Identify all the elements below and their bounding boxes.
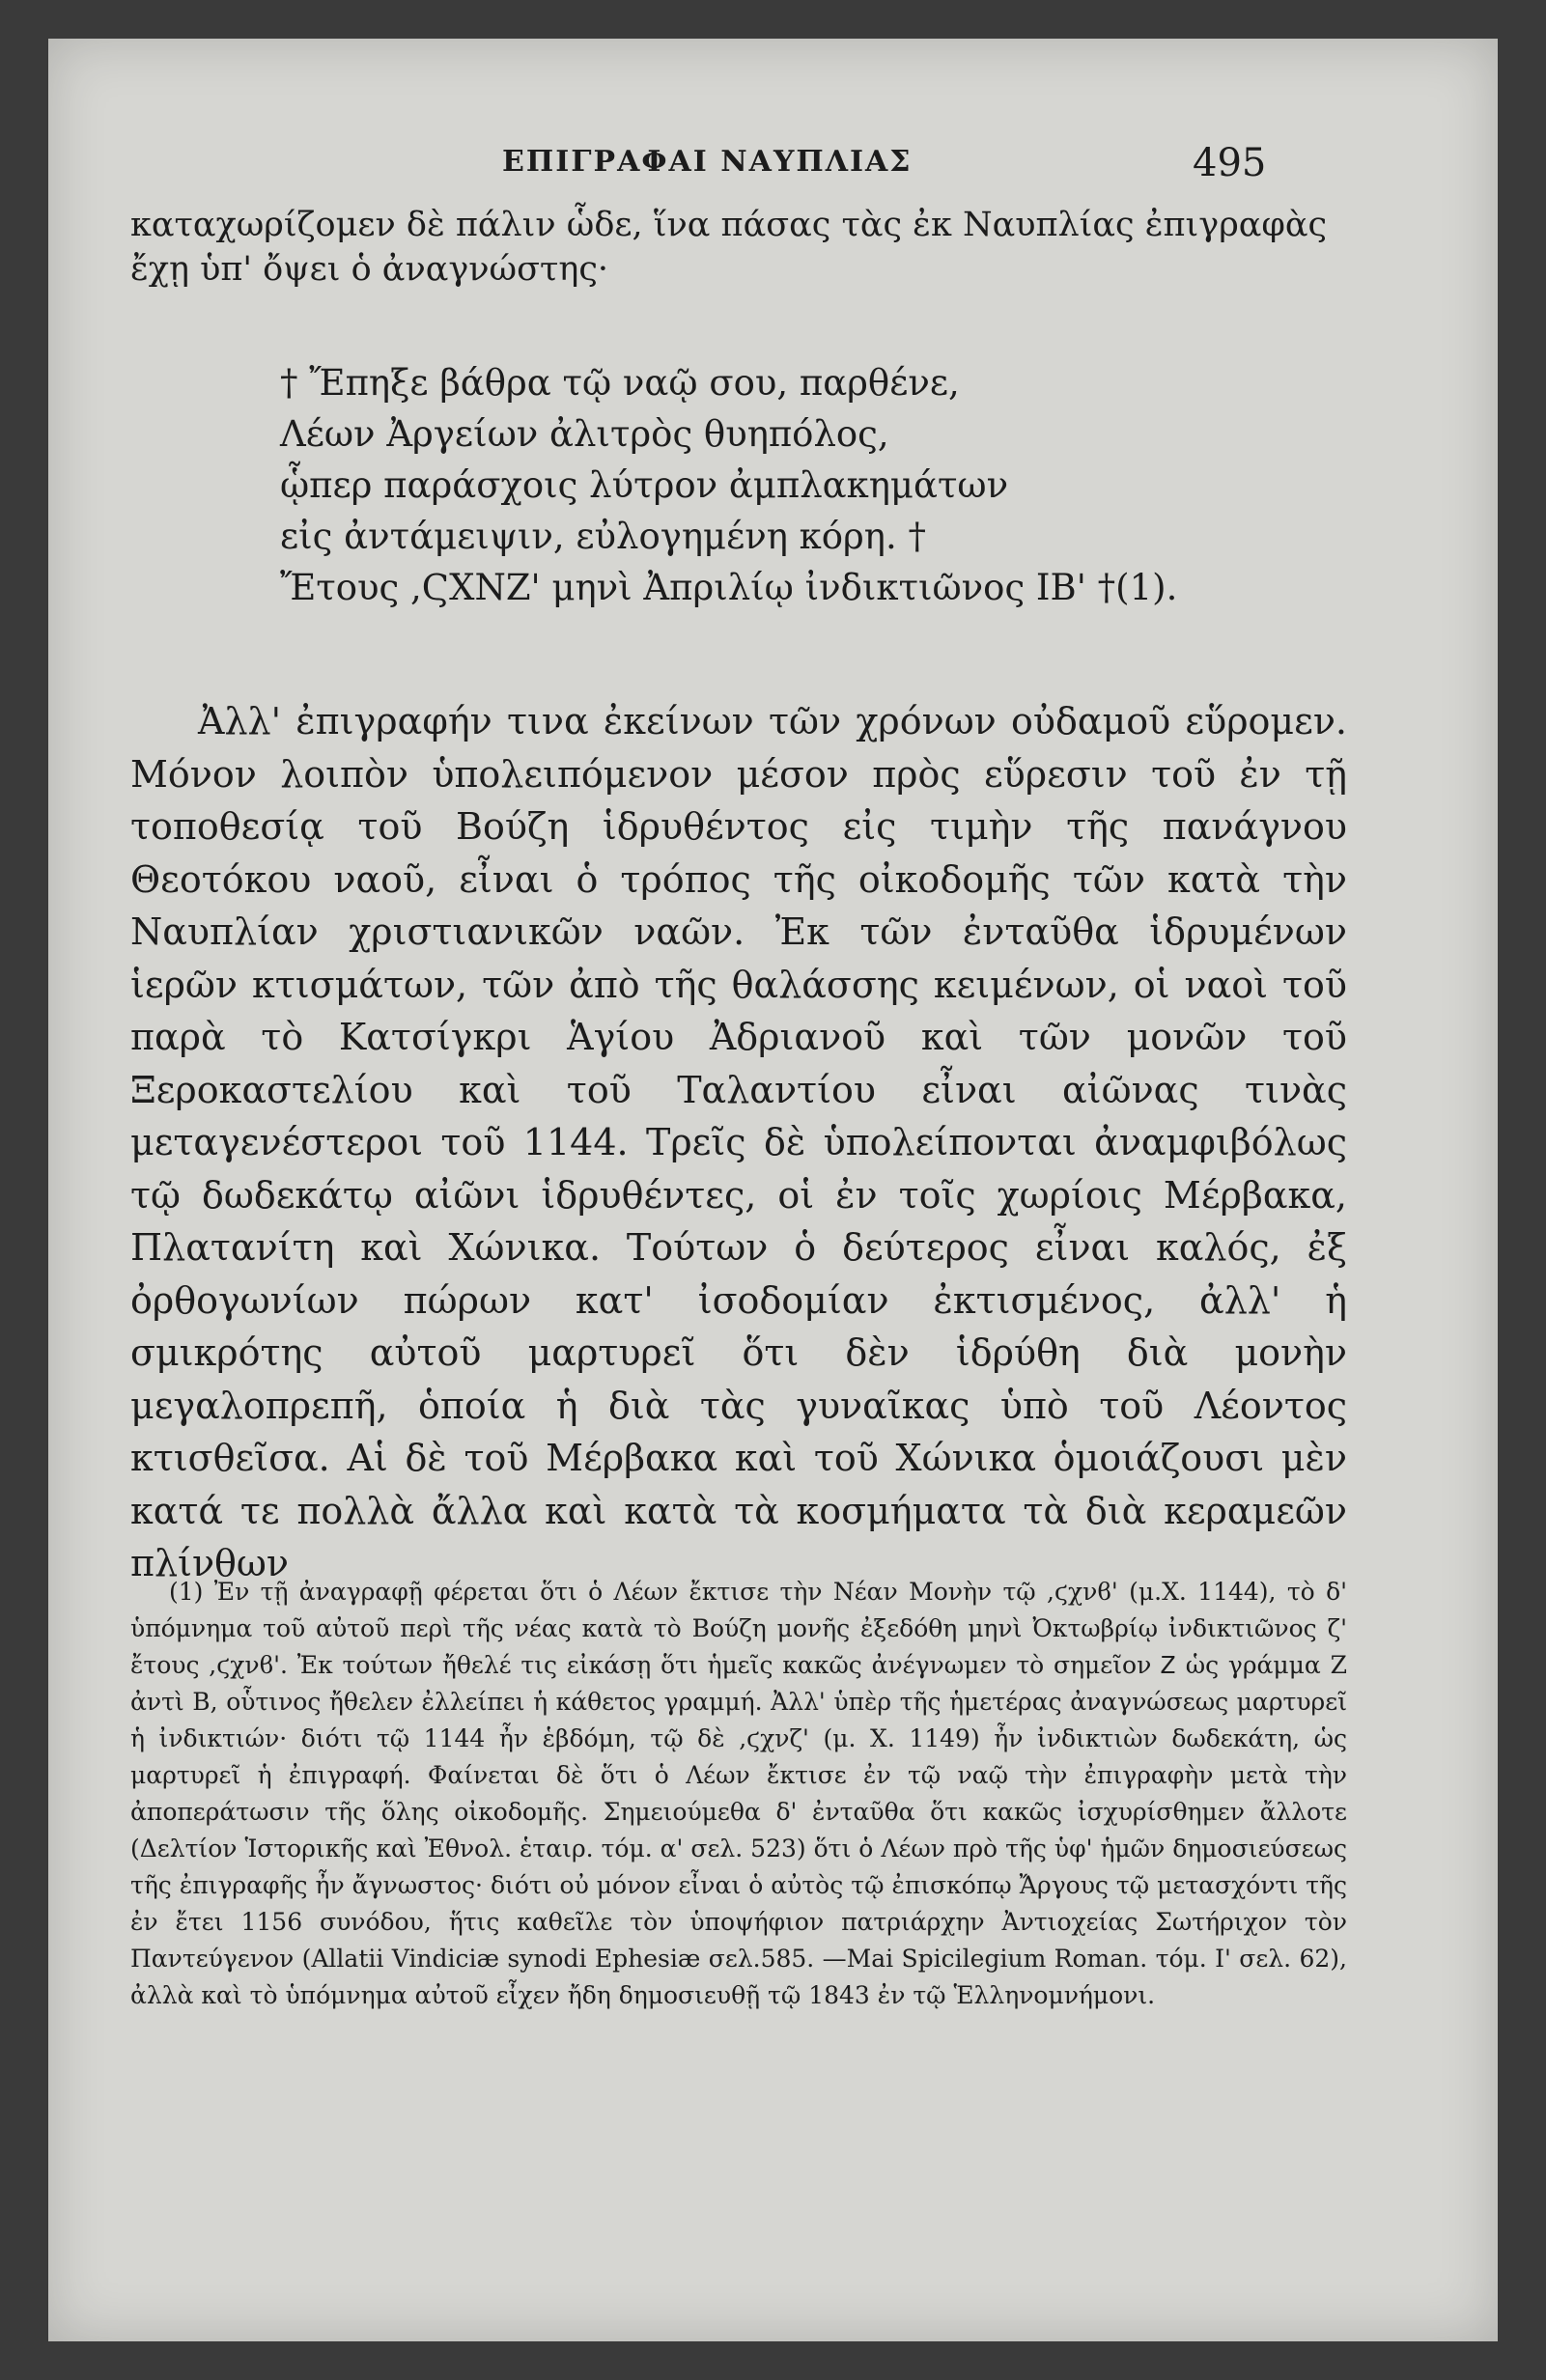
poem-line: ᾧπερ παράσχοις λύτρον ἀμπλακημάτων	[280, 464, 1009, 506]
main-paragraph	[130, 695, 1347, 1590]
intro-text: καταχωρίζομεν δὲ πάλιν ὧδε, ἵνα πάσας τὰς ἐκ Ναυπλίας ἐπιγραφὰς ἔχῃ ὑπ' ὄψει ὁ ἀναγνώστης·	[130, 206, 1328, 289]
footnote-text: (1) Ἐν τῇ ἀναγραφῇ φέρεται ὅτι ὁ Λέων ἔκτισε τὴν Νέαν Μονὴν τῷ ,ϛχνϐ' (μ.Χ. 1144), τὸ δ' ὑπόμνημα τοῦ αὐτοῦ περὶ τῆς νέας κατὰ τὸ Βούζη μονῆς ἐξεδόθη μηνὶ Ὀκτωβρίῳ ἰνδικτιῶνος ζ' ἔτους ,ϛχνϐ'. Ἐκ τούτων ἤθελέ τις εἰκάσῃ ὅτι ἡμεῖς κακῶς ἀνέγνωμεν τὸ σημεῖον Ꮓ ὡς γράμμα Ζ ἀντὶ Β, οὗτινος ἤθελεν ἐλλείπει ἡ κάθετος γραμμή. Ἀλλ' ὑπὲρ τῆς ἡμετέρας ἀναγνώσεως μαρτυρεῖ ἡ ἰνδικτιών· διότι τῷ 1144 ἦν ἑβδόμη, τῷ δὲ ,ϛχνζ' (μ. Χ. 1149) ἦν ἰνδικτιὼν δωδεκάτη, ὡς μαρτυρεῖ ἡ ἐπιγραφή. Φαίνεται δὲ ὅτι ὁ Λέων ἔκτισε ἐν τῷ ναῷ τὴν ἐπιγραφὴν μετὰ τὴν ἀποπεράτωσιν τῆς ὅλης οἰκοδομῆς. Σημειούμεθα δ' ἐνταῦθα ὅτι κακῶς ἰσχυρίσθημεν ἄλλοτε (Δελτίον Ἱστορικῆς καὶ Ἐθνολ. ἑταιρ. τόμ. α' σελ. 523) ὅτι ὁ Λέων πρὸ τῆς ὑφ' ἡμῶν δημοσιεύσεως τῆς ἐπιγραφῆς ἦν ἄγνωστος· διότι οὐ μόνον εἶναι ὁ αὐτὸς τῷ ἐπισκόπῳ Ἄργους τῷ μετασχόντι τῆς ἐν ἔτει 1156 συνόδου, ἥτις καθεῖλε τὸν ὑποψήφιον πατριάρχην Ἀντιοχείας Σωτήριχον τὸν Παντεύγενον (Allatii Vindiciæ synodi Ephesiæ σελ.585. —Mai Spicilegium Roman. τόμ. Ι' σελ. 62), ἀλλὰ καὶ τὸ ὑπόμνημα αὐτοῦ εἶχεν ἤδη δημοσιευθῇ τῷ 1843 ἐν τῷ Ἑλληνομνήμονι.	[130, 1578, 1347, 2009]
poem-line: † Ἔπηξε βάθρα τῷ ναῷ σου, παρθένε,	[280, 362, 960, 404]
running-head	[48, 141, 1498, 193]
running-title: ΕΠΙΓΡΑΦΑΙ ΝΑΥΠΛΙΑΣ	[502, 145, 913, 179]
main-paragraph-text: Ἀλλ' ἐπιγραφήν τινα ἐκείνων τῶν χρόνων οὐδαμοῦ εὕρομεν. Μόνον λοιπὸν ὑπολειπόμενον μέσον πρὸς εὕρεσιν τοῦ ἐν τῇ τοποθεσίᾳ τοῦ Βούζη ἱδρυθέντος εἰς τιμὴν τῆς πανάγνου Θεοτόκου ναοῦ, εἶναι ὁ τρόπος τῆς οἰκοδομῆς τῶν κατὰ τὴν Ναυπλίαν χριστιανικῶν ναῶν. Ἐκ τῶν ἐνταῦθα ἱδρυμένων ἱερῶν κτισμάτων, τῶν ἀπὸ τῆς θαλάσσης κειμένων, οἱ ναοὶ τοῦ παρὰ τὸ Κατσίγκρι Ἁγίου Ἀδριανοῦ καὶ τῶν μονῶν τοῦ Ξεροκαστελίου καὶ τοῦ Ταλαντίου εἶναι αἰῶνας τινὰς μεταγενέστεροι τοῦ 1144. Τρεῖς δὲ ὑπολείπονται ἀναμφιβόλως τῷ δωδεκάτῳ αἰῶνι ἱδρυθέντες, οἱ ἐν τοῖς χωρίοις Μέρβακα, Πλατανίτη καὶ Χώνικα. Τούτων ὁ δεύτερος εἶναι καλός, ἐξ ὀρθογωνίων πώρων κατ' ἰσοδομίαν ἐκτισμένος, ἀλλ' ἡ σμικρότης αὐτοῦ μαρτυρεῖ ὅτι δὲν ἱδρύθη διὰ μονὴν μεγαλοπρεπῆ, ὁποία ἡ διὰ τὰς γυναῖκας ὑπὸ τοῦ Λέοντος κτισθεῖσα. Αἱ δὲ τοῦ Μέρβακα καὶ τοῦ Χώνικα ὁμοιάζουσι μὲν κατά τε πολλὰ ἄλλα καὶ κατὰ τὰ κοσμήματα τὰ διὰ κεραμεῶν πλίνθων	[130, 700, 1347, 1584]
book-page	[48, 39, 1498, 2341]
footnote	[130, 1574, 1347, 2014]
poem-line: εἰς ἀντάμειψιν, εὐλογημένη κόρη. †	[280, 516, 926, 557]
inscription-poem	[280, 357, 1362, 613]
poem-line: Λέων Ἀργείων ἀλιτρὸς θυηπόλος,	[280, 413, 889, 455]
page-number: 495	[1193, 141, 1267, 185]
poem-line: Ἔτους ,ϚΧΝΖ' μηνὶ Ἀπριλίῳ ἰνδικτιῶνος ΙΒ' †(1).	[280, 567, 1178, 608]
intro-paragraph	[130, 203, 1347, 292]
